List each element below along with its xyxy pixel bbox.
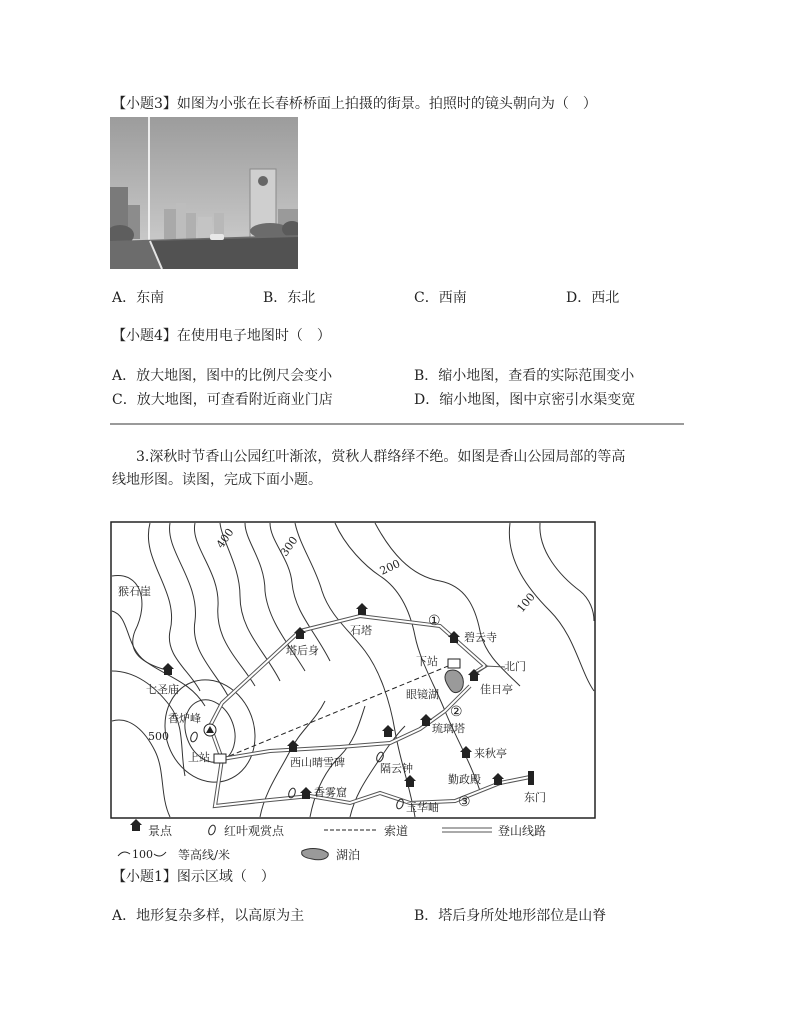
label-shita: 石塔 (350, 624, 372, 637)
label-shangzhan: 上站 (188, 751, 210, 764)
contour-label-300: 300 (277, 534, 301, 559)
label-liulita: 琉璃塔 (432, 722, 465, 735)
section-divider (110, 423, 684, 425)
route-number-1: ① (428, 613, 441, 629)
q4-option-a[interactable]: A．放大地图，图中的比例尺会变小 (112, 368, 333, 384)
contour-label-400: 400 (213, 526, 237, 551)
label-jiarting: 佳日亭 (480, 683, 513, 696)
q4-option-d[interactable]: D．缩小地图，图中京密引水渠变宽 (414, 392, 636, 408)
route-number-3: ③ (458, 794, 471, 810)
legend-route: 登山线路 (498, 824, 547, 838)
legend-lake: 湖泊 (336, 848, 361, 862)
east-gate-marker (528, 771, 534, 785)
label-beimen: 北门 (504, 660, 526, 673)
street-photo (110, 117, 298, 269)
q4-title: 【小题4】在使用电子地图时（ ） (112, 328, 331, 344)
legend-scenic: 景点 (148, 824, 173, 838)
label-housishiya: 猴石崖 (118, 585, 151, 598)
label-xishanqingxuebei: 西山晴雪碑 (290, 756, 345, 769)
station-xiazhan (448, 659, 460, 668)
q3-option-c[interactable]: C．西南 (414, 290, 467, 306)
q1-title: 【小题1】图示区域（ ） (112, 869, 275, 885)
legend-cableway: 索道 (384, 824, 409, 838)
label-laiqiuting: 来秋亭 (474, 747, 507, 760)
label-dongmen: 东门 (524, 791, 546, 804)
legend-redleaf: 红叶观赏点 (224, 824, 285, 838)
label-biyunsi: 碧云寺 (464, 631, 497, 644)
label-xiangwuku: 香雾窟 (314, 786, 347, 799)
q1-option-a[interactable]: A．地形复杂多样，以高原为主 (112, 908, 305, 924)
q3-option-b[interactable]: B．东北 (263, 290, 316, 306)
label-tahoushen: 塔后身 (286, 644, 319, 657)
label-xianglufeng: 香炉峰 (168, 712, 201, 725)
contour-label-200: 200 (377, 557, 403, 578)
contour-label-500: 500 (148, 730, 169, 743)
label-geyunzhong: 隔云钟 (380, 762, 413, 775)
contour-map (110, 521, 598, 870)
legend-contour: 等高线/米 (178, 848, 231, 862)
label-xiazhan: 下站 (416, 655, 438, 668)
label-qishengmiao: 七圣庙 (146, 683, 179, 696)
legend-contour-sample: 100 (132, 848, 153, 861)
route-number-2: ② (450, 704, 463, 720)
label-yanjinghu: 眼镜湖 (406, 688, 439, 701)
map-legend (118, 819, 546, 862)
label-qinzhengdian: 勤政殿 (448, 773, 481, 786)
contour-label-100: 100 (514, 590, 538, 615)
passage-line-2: 线地形图。读图，完成下面小题。 (112, 472, 322, 488)
q4-option-c[interactable]: C．放大地图，可查看附近商业门店 (112, 392, 333, 408)
label-yuhuashan: 玉华岫 (406, 801, 439, 814)
q4-option-b[interactable]: B．缩小地图，查看的实际范围变小 (414, 368, 635, 384)
q3-title: 【小题3】如图为小张在长春桥桥面上拍摄的街景。拍照时的镜头朝向为（ ） (112, 96, 597, 112)
q3-option-a[interactable]: A．东南 (112, 290, 165, 306)
q3-option-d[interactable]: D．西北 (566, 290, 620, 306)
passage-line-1: 3.深秋时节香山公园红叶渐浓，赏秋人群络绎不绝。如图是香山公园局部的等高 (136, 449, 626, 465)
station-shangzhan (214, 754, 226, 763)
q1-option-b[interactable]: B．塔后身所处地形部位是山脊 (414, 908, 607, 924)
